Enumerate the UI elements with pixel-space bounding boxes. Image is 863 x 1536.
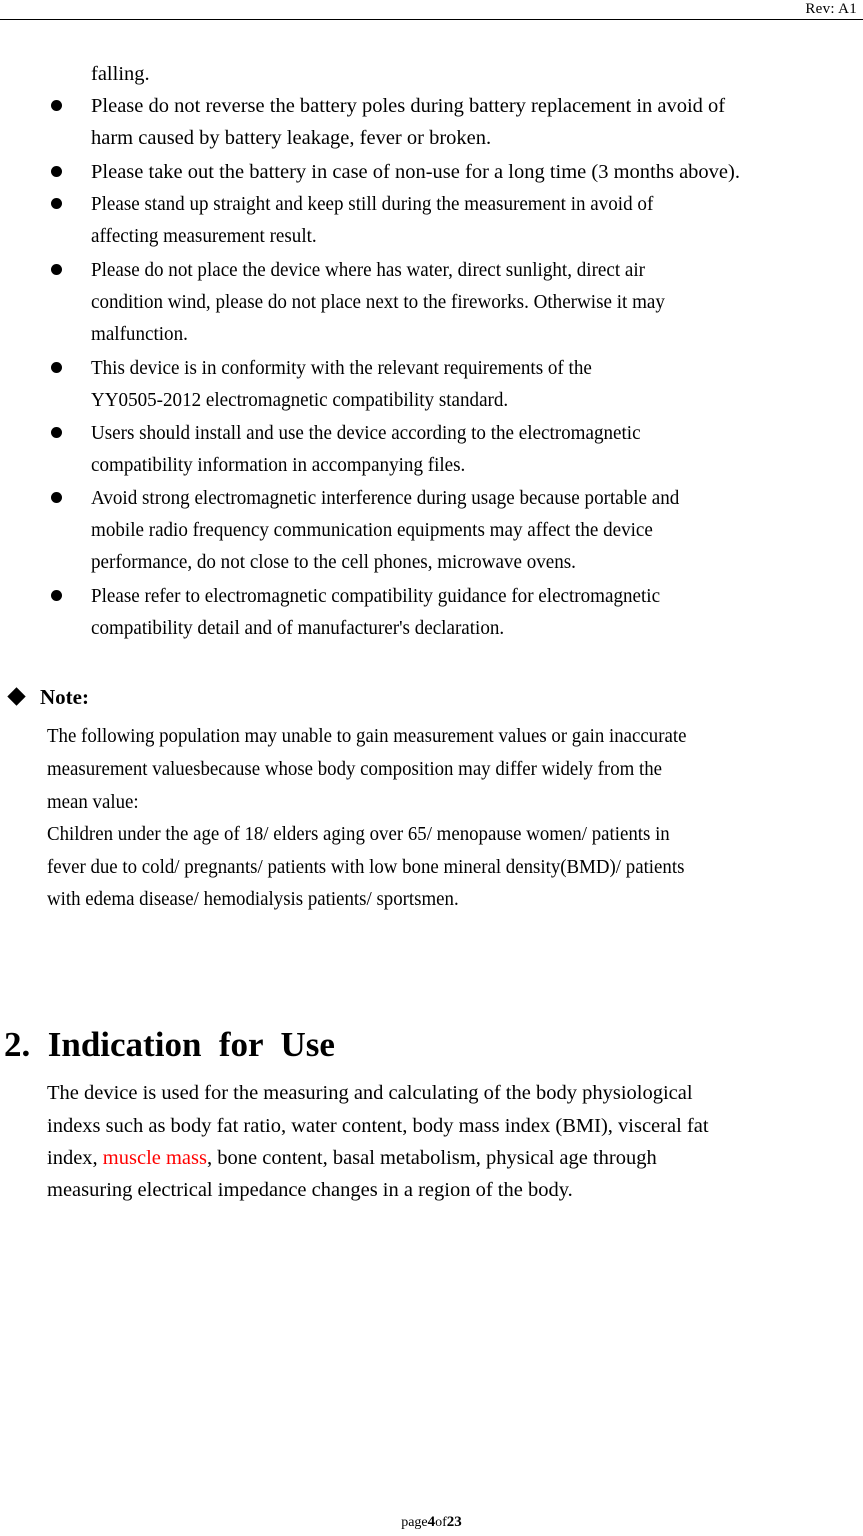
list-item-line: compatibility information in accompanying files. — [91, 454, 466, 476]
highlighted-term: muscle mass — [102, 1147, 207, 1169]
section-heading: 2. Indication for Use — [4, 1025, 335, 1064]
bullet-icon — [51, 198, 62, 209]
page-of: of — [435, 1515, 447, 1530]
list-item-line: performance, do not close to the cell phones, microwave ovens. — [91, 551, 576, 573]
bullet-icon — [51, 590, 62, 601]
current-page: 4 — [427, 1514, 436, 1530]
section-line: indexs such as body fat ratio, water content, body mass index (BMI), visceral fat — [47, 1115, 709, 1137]
revision-label: Rev: A1 — [805, 1, 857, 17]
list-item-line: Please stand up straight and keep still during the measurement in avoid of — [91, 193, 654, 215]
note-line: fever due to cold/ pregnants/ patients with low bone mineral density(BMD)/ patients — [47, 856, 685, 878]
list-item-line: compatibility detail and of manufacturer's declaration. — [91, 617, 505, 639]
list-item-line: harm caused by battery leakage, fever or broken. — [91, 127, 492, 149]
section-line: measuring electrical impedance changes in a region of the body. — [47, 1179, 573, 1201]
page-prefix: page — [401, 1515, 428, 1530]
list-item-line: YY0505-2012 electromagnetic compatibility standard. — [91, 389, 509, 411]
section-line-prefix: index, — [47, 1147, 103, 1169]
bullet-icon — [51, 264, 62, 275]
section-line: The device is used for the measuring and calculating of the body physiological — [47, 1082, 693, 1104]
list-item-line: malfunction. — [91, 323, 188, 345]
continuation-line: falling. — [91, 63, 150, 85]
note-line: The following population may unable to gain measurement values or gain inaccurate — [47, 725, 687, 747]
total-pages: 23 — [446, 1514, 462, 1530]
list-item-line: Avoid strong electromagnetic interference during usage because portable and — [91, 487, 680, 509]
note-line: with edema disease/ hemodialysis patients/ sportsmen. — [47, 888, 459, 910]
bullet-icon — [51, 362, 62, 373]
note-line: mean value: — [47, 791, 139, 813]
diamond-bullet-icon — [7, 687, 25, 705]
list-item-line: Please take out the battery in case of non-use for a long time (3 months above). — [91, 161, 740, 183]
section-line — [47, 1146, 657, 1170]
header-rule — [0, 19, 863, 20]
list-item-line: mobile radio frequency communication equipments may affect the device — [91, 519, 653, 541]
list-item-line: Please do not reverse the battery poles during battery replacement in avoid of — [91, 95, 726, 117]
list-item-line: This device is in conformity with the relevant requirements of the — [91, 357, 592, 379]
bullet-icon — [51, 166, 62, 177]
list-item-line: Please refer to electromagnetic compatibility guidance for electromagnetic — [91, 585, 661, 607]
list-item-line: Please do not place the device where has water, direct sunlight, direct air — [91, 259, 646, 281]
section-line-suffix: , bone content, basal metabolism, physical age through — [207, 1147, 657, 1169]
note-line: Children under the age of 18/ elders aging over 65/ menopause women/ patients in — [47, 823, 670, 845]
note-title: Note: — [40, 685, 89, 709]
list-item-line: condition wind, please do not place next to the fireworks. Otherwise it may — [91, 291, 665, 313]
bullet-icon — [51, 492, 62, 503]
bullet-icon — [51, 100, 62, 111]
page-number — [0, 1514, 863, 1531]
list-item-line: Users should install and use the device according to the electromagnetic — [91, 422, 641, 444]
bullet-icon — [51, 427, 62, 438]
note-line: measurement valuesbecause whose body composition may differ widely from the — [47, 758, 663, 780]
list-item-line: affecting measurement result. — [91, 225, 317, 247]
